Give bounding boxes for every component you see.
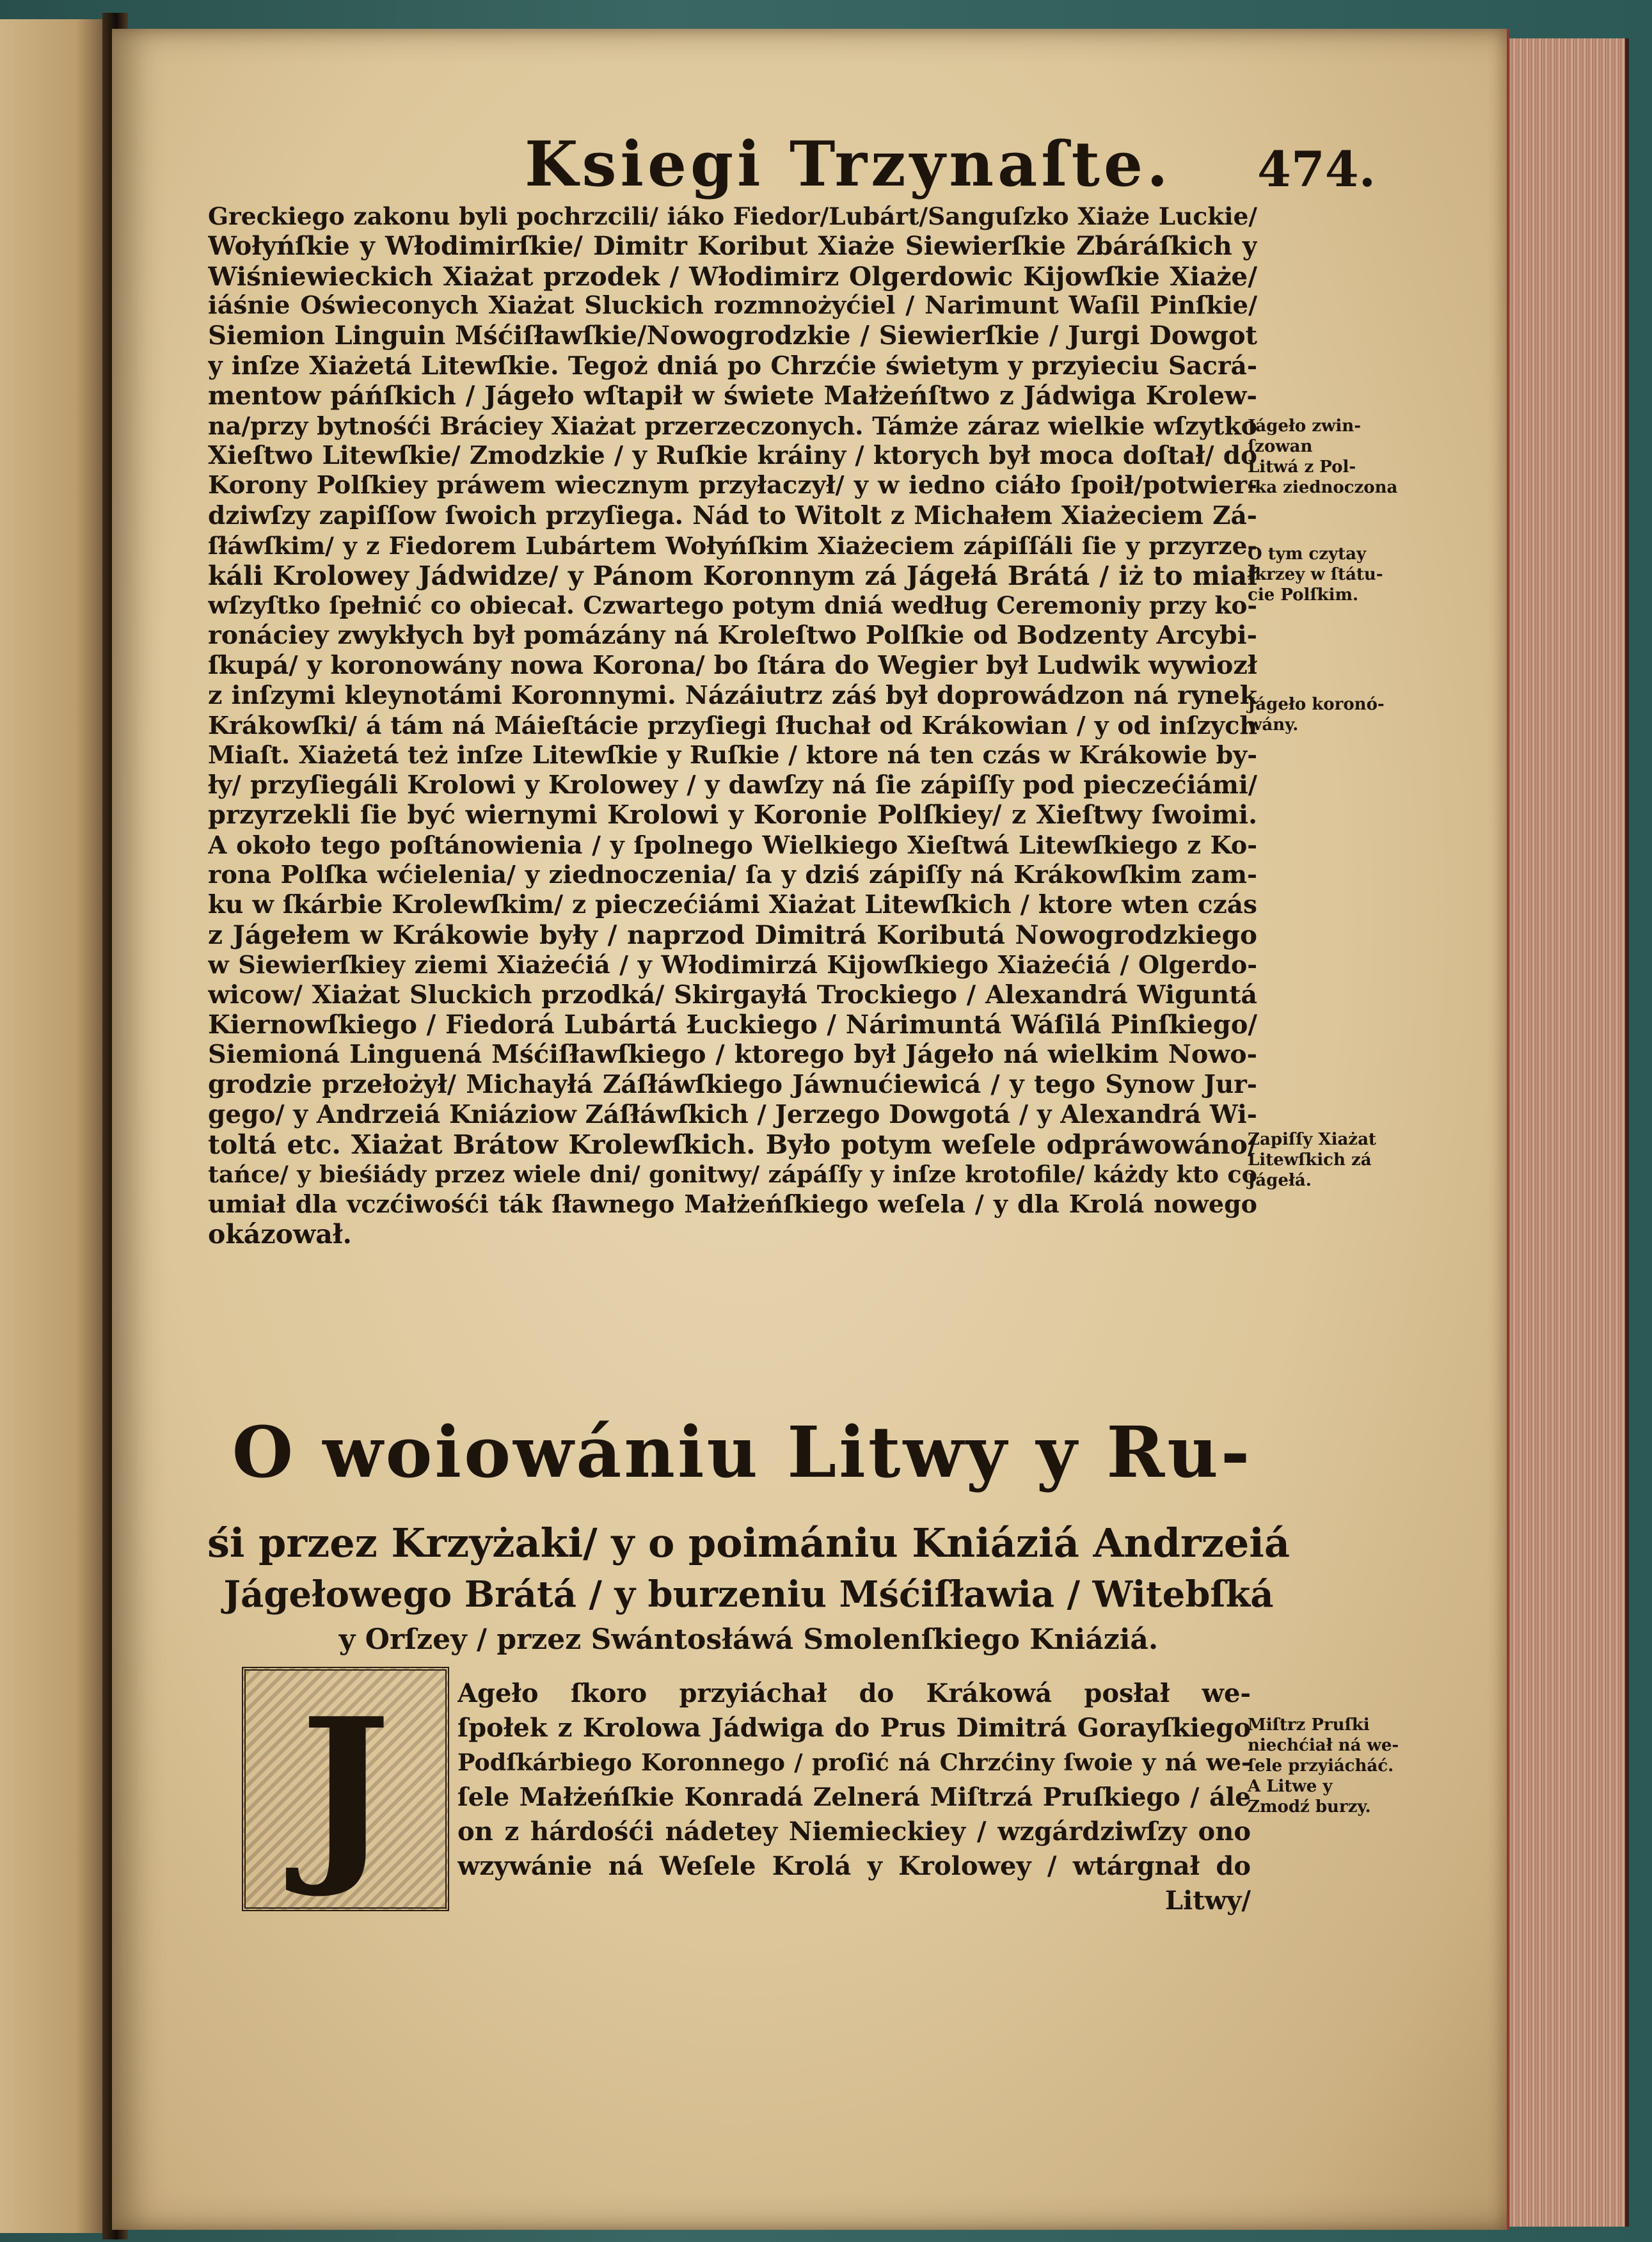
main-paragraph — [208, 202, 1257, 1250]
page-number: 474. — [1257, 141, 1376, 198]
text-line: mentow páńſkich / Jágeło wſtapił w świete Małżeńſtwo z Jádwiga Krolew- — [208, 381, 1257, 411]
text-line: Krákowſki/ á tám ná Máieſtácie przyſiegi ſłuchał od Krákowian / y od inſzych — [208, 710, 1257, 740]
text-line: káli Krolowey Jádwidze/ y Pánom Koronnym zá Jágełá Brátá / iż to miał — [208, 560, 1257, 591]
margin-note-coronation — [1248, 694, 1414, 735]
margin-note-line: wány. — [1248, 715, 1299, 735]
margin-note-line: Zapiſſy Xiażat — [1248, 1130, 1376, 1149]
text-line: ronáciey zwykłych był pomázány ná Kroleſtwo Polſkie od Bodzenty Arcybi- — [208, 621, 1257, 651]
text-line: toltá etc. Xiażat Brátow Krolewſkich. Było potym weſele odpráwowáno/ — [208, 1129, 1257, 1160]
margin-note-line: Zmodź burzy. — [1248, 1797, 1371, 1817]
initial-letter: J — [300, 1676, 391, 1902]
margin-note-line: Litewſkich zá — [1248, 1150, 1372, 1170]
margin-note-line: Litwá z Pol- — [1248, 457, 1356, 477]
text-line: z inſzymi kleynotámi Koronnymi. Názáiutrz záś był doprowádzon ná rynek — [208, 680, 1257, 710]
text-line: Xieſtwo Litewſkie/ Zmodzkie / y Ruſkie kráiny / ktorych był moca doſtał/ do — [208, 441, 1257, 471]
book-fore-edge — [1497, 38, 1629, 2227]
text-line: z Jágełem w Krákowie były / naprzod Dimitrá Koributá Nowogrodzkiego — [208, 920, 1257, 950]
margin-note-line: Miſtrz Pruſki — [1248, 1715, 1370, 1735]
text-line: wzywánie ná Weſele Krolá y Krolowey / wtárgnał do — [457, 1851, 1251, 1881]
subheading-line-1: śi przez Krzyżaki/ y o poimániu Kniáziá Andrzeiá — [207, 1520, 1291, 1566]
text-line: A około tego poſtánowienia / y ſpolnego Wielkiego Xieſtwá Litewſkiego z Ko- — [208, 830, 1257, 859]
text-line: na/przy bytnośći Bráciey Xiażat przerzeczonych. Támże záraz wielkie wſzytko — [208, 411, 1257, 440]
text-line: Korony Polſkiey práwem wiecznym przyłaczył/ y w iedno ciáło ſpoił/potwier- — [208, 471, 1257, 500]
text-line-tail: Litwy/ — [1164, 1886, 1251, 1916]
text-line: grodzie przełożył/ Michayłá Záſłáwſkiego Jáwnućiewicá / y tego Synow Jur- — [208, 1070, 1257, 1100]
text-line: on z hárdośći nádetey Niemieckiey / wzgárdziwſzy ono — [457, 1817, 1251, 1847]
text-line: iáśnie Oświeconych Xiażat Sluckich rozmnożyćiel / Narimunt Waſil Pinſkie/ — [208, 291, 1257, 321]
margin-note-line: ſzowan — [1248, 437, 1313, 456]
margin-note-records — [1248, 1129, 1414, 1191]
margin-note-prussian-master — [1248, 1715, 1414, 1817]
text-line: wſzyſtko ſpełnić co obiecał. Czwartego potym dniá według Ceremoniy przy ko- — [208, 591, 1257, 620]
margin-note-line: O tym czytay — [1248, 545, 1367, 564]
margin-note-line: ſkrzey w ſtátu- — [1248, 565, 1383, 584]
text-line: y inſze Xiażetá Litewſkie. Tegoż dniá po Chrzćie świetym y przyieciu Sacrá- — [208, 351, 1257, 381]
text-line: Ageło ſkoro przyiáchał do Krákowá posłał we- — [457, 1678, 1251, 1708]
text-line: dziwſzy zapiſſow ſwoich przyſiega. Nád to Witolt z Michałem Xiażeciem Zá- — [208, 500, 1257, 530]
text-line: w Siewierſkiey ziemi Xiażećiá / y Włodimirzá Kijowſkiego Xiażećiá / Olgerdo- — [208, 950, 1257, 979]
margin-note-line: Jágeło koronó- — [1248, 695, 1385, 714]
margin-note-line: cie Polſkim. — [1248, 585, 1359, 605]
text-line: Wiśniewieckich Xiażat przodek / Włodimirz Olgerdowic Kijowſkie Xiaże/ — [208, 261, 1257, 292]
text-line: Miaſt. Xiażetá też inſze Litewſkie y Ruſkie / ktore ná ten czás w Krákowie by- — [208, 740, 1257, 770]
text-line: wicow/ Xiażat Sluckich przodká/ Skirgayłá Trockiego / Alexandrá Wiguntá — [208, 980, 1257, 1010]
margin-note-line: Jágeło zwin- — [1248, 417, 1361, 436]
text-line: Siemioná Linguená Mśćiſławſkiego / ktorego był Jágeło ná wielkim Nowo- — [208, 1040, 1257, 1070]
text-line: ſkupá/ y koronowány nowa Korona/ bo ſtára do Wegier był Ludwik wywiozł — [208, 650, 1257, 680]
text-line: ſele Małżeńſkie Konradá Zelnerá Miſtrzá Pruſkiego / ále — [457, 1783, 1251, 1812]
text-line: rona Polſka wćielenia/ y ziednoczenia/ ſa y dziś zápiſſy ná Krákowſkim zam- — [208, 860, 1257, 889]
text-line: umiał dla vczćiwośći ták ſławnego Małżeńſkiego weſela / y dla Krolá nowego — [208, 1189, 1257, 1219]
margin-note-line: Jágełá. — [1248, 1171, 1312, 1190]
margin-note-line: A Litwe y — [1248, 1777, 1333, 1796]
section-subheading — [205, 1516, 1292, 1661]
text-line: Podſkárbiego Koronnego / proſić ná Chrzćiny ſwoie y ná we- — [457, 1749, 1251, 1776]
text-line: Wołyńſkie y Włodimirſkie/ Dimitr Koribut Xiaże Siewierſkie Zbáráſkich y — [208, 231, 1257, 261]
running-head: Ksiegi Trzynaſte. — [525, 128, 1172, 200]
margin-note-line: ſele przyiácháć. — [1248, 1756, 1394, 1776]
text-line: ku w ſkárbie Krolewſkim/ z pieczećiámi Xiażat Litewſkich / ktore wten czás — [208, 890, 1257, 920]
subheading-line-2: Jágełowego Brátá / y burzeniu Mśćiſławia / Witebſká — [223, 1573, 1274, 1616]
text-line: Greckiego zakonu byli pochrzcili/ iáko Fiedor/Lubárt/Sanguſzko Xiaże Luckie/ — [208, 202, 1257, 230]
text-line: Siemion Linguin Mśćiſławſkie/Nowogrodzkie / Siewierſkie / Jurgi Dowgot — [208, 321, 1257, 351]
section-heading: O woiowániu Litwy y Ru- — [232, 1411, 1253, 1493]
second-paragraph — [457, 1676, 1251, 1918]
text-line: ły/ przyſiegáli Krolowi y Krolowey / y dawſzy ná ſie zápiſſy pod pieczećiámi/ — [208, 770, 1257, 800]
decorated-initial — [242, 1667, 449, 1911]
text-line: Kiernowſkiego / Fiedorá Lubártá Łuckiego / Nárimuntá Wáſilá Pinſkiego/ — [208, 1010, 1257, 1040]
margin-note-statute — [1248, 544, 1414, 605]
text-line: ſpołek z Krolowa Jádwiga do Prus Dimitrá Gorayſkiego — [457, 1713, 1251, 1743]
margin-note-line: niechćiał ná we- — [1248, 1736, 1399, 1755]
text-line: ſłáwſkim/ y z Fiedorem Lubártem Wołyńſkim Xiażeciem zápiſſáli ſie y przyrze- — [208, 531, 1257, 560]
subheading-line-3: y Orſzey / przez Swántosłáwá Smolenſkiego Kniáziá. — [338, 1623, 1159, 1656]
text-line: przyrzekli ſie być wiernymi Krolowi y Koronie Polſkiey/ z Xieſtwy ſwoimi. — [208, 800, 1257, 830]
margin-note-union — [1248, 416, 1414, 498]
facing-page-edge — [0, 19, 109, 2233]
text-line: okázował. — [208, 1220, 352, 1250]
text-line: gego/ y Andrzeiá Kniáziow Záſłáwſkich / Jerzego Dowgotá / y Alexandrá Wi- — [208, 1099, 1257, 1129]
text-line: tańce/ y bieśiády przez wiele dni/ gonitwy/ zápáſſy y inſze krotofile/ káżdy kto co — [208, 1160, 1257, 1188]
margin-note-line: ſka ziednoczona — [1248, 478, 1398, 497]
